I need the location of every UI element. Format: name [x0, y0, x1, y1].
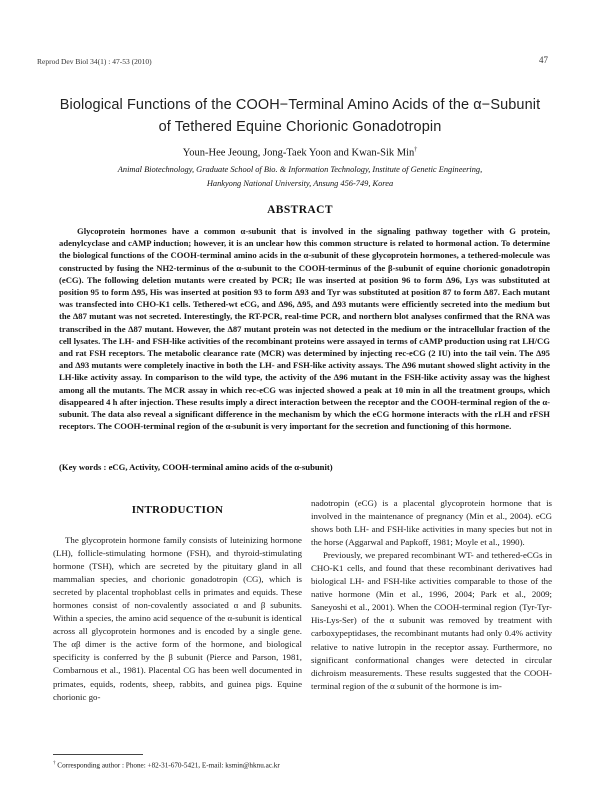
- abstract-heading: ABSTRACT: [267, 204, 333, 216]
- intro-paragraph-1-continued: nadotropin (eCG) is a placental glycoprotein hormone that is involved in the maintenance of pregnancy (Min et al., 2004). eCG shows both LH- and FSH-like activities in many species but not in the horse (Aggarwal and Papkoff, 1981; Moyle et al., 1990).: [311, 498, 552, 548]
- paper-title: [40, 94, 560, 138]
- footnote-divider: [53, 754, 143, 755]
- left-column: [53, 534, 302, 704]
- title-line-2: of Tethered Equine Chorionic Gonadotropin: [158, 119, 442, 135]
- intro-paragraph-1: The glycoprotein hormone family consists of luteinizing hormone (LH), follicle-stimulating hormone (FSH), and thyroid-stimulating hormone (TSH), which are secreted by the pituitary gland in all mammalian species, and chorionic gonadotropin (CG), which is secreted by placental trophoblast cells in primates and equids. These hormones consist of non-covalently associated α and β subunits. Within a species, the amino acid sequence of the α-subunit is identical across all glycoprotein hormones and is encoded by a single gene. The αβ dimer is the active form of the hormone, and biological specificity is conferred by the β subunit (Pierce and Parson, 1981, Combarnous et al., 1981). Placental CG has been well documented in primates, equids, rodents, sheep, rabbits, and guinea pigs. Equine chorionic go-: [53, 535, 302, 702]
- footnote-mark: †: [53, 761, 56, 766]
- introduction-heading: INTRODUCTION: [131, 504, 224, 516]
- footnote-text: Corresponding author : Phone: +82-31-670-5421, E-mail: ksmin@hknu.ac.kr: [55, 761, 280, 770]
- footnote: [53, 761, 280, 769]
- author-names: Youn-Hee Jeoung, Jong-Taek Yoon and Kwan-Sik Min: [182, 147, 415, 159]
- journal-citation: Reprod Dev Biol 34(1) : 47-53 (2010): [37, 57, 152, 66]
- keywords: (Key words : eCG, Activity, COOH-terminal amino acids of the α-subunit): [59, 462, 333, 472]
- affiliation-line-1: Animal Biotechnology, Graduate School of Bio. & Information Technology, Institute of Genetic Engineering,: [117, 165, 483, 174]
- corresponding-mark: †: [414, 147, 418, 153]
- affiliation-line-2: Hankyong National University, Ansung 456-749, Korea: [206, 178, 394, 188]
- right-column: [311, 497, 552, 693]
- intro-paragraph-2: Previously, we prepared recombinant WT- and tethered-eCGs in CHO-K1 cells, and found that these recombinant derivatives had biological LH- and FSH-like activities comparable to those of the native hormone (Min et al., 1996, 2004; Park et al., 2009; Saneyoshi et al., 2001). When the COOH-terminal region (Tyr-Tyr-His-Lys-Ser) of the α subunit was removed by treatment with carboxypeptidases, the recombinant mutants had only 0.4% activity relative to native lutropin in the receptor assay. Furthermore, no significant conformational changes were detected in circular dichroism measurements. These results suggested that the COOH-terminal region of the α subunit of the hormone is im-: [311, 550, 552, 691]
- affiliation: [0, 163, 600, 190]
- author-list: [0, 147, 600, 159]
- page-number: 47: [539, 55, 548, 65]
- abstract-body: Glycoprotein hormones have a common α-subunit that is involved in the signaling pathway together with G protein, adenylcyclase and cAMP induction; however, it is an unclear how this common structure is related to hormonal action. To determine the biological functions of the COOH-terminal amino acids in the α-subunit of these glycoprotein hormones, a tethered-molecule was constructed by fusing the NH2-terminus of the α-subunit to the COOH-terminus of the β-subunit of equine chorionic gonadotropin (eCG). The following deletion mutants were created by PCR; Ile was inserted at position 96 to form Δ96, Lys was substituted at position 95 to form Δ95, His was inserted at position 93 to form Δ93 and Tyr was substituted at position 87 to form Δ87. Each mutant was transfected into CHO-K1 cells. Tethered-wt eCG, and Δ96, Δ95, and Δ93 mutants were efficiently secreted into the medium but the Δ87 mutant was not secreted. Interestingly, the RT-PCR, real-time PCR, and northern blot analyses confirmed that the RNA was transcribed in the Δ87 mutant. However, the Δ87 mutant protein was not detected in the medium or the intracellular fraction of the cell lysates. The LH- and FSH-like activities of the recombinant proteins were assayed in terms of cAMP production using rat LH/CG and rat FSH receptors. The metabolic clearance rate (MCR) was determined by injecting rec-eCG (2 IU) into the tail vein. The Δ95 and Δ93 mutants were completely inactive in both the LH- and FSH-like activity assays. The Δ96 mutant showed slight activity in the LH-like activity assay. In comparison to the wild type, the activity of the Δ96 mutant in the FSH-like activity assay was the highest among all the mutants. The MCR assay in which rec-eCG was injected showed a peak at 10 min in all the treatment groups, which disappeared 4 h after injection. These results imply a direct interaction between the receptor and the COOH-terminal region of the α-subunit. The data also reveal a significant difference in the mechanism by which the eCG hormone interacts with the rLH and rFSH receptors. The COOH-terminal region of the α-subunit is very important for the secretion and functioning of this hormone.: [59, 226, 550, 432]
- title-line-1: Biological Functions of the COOH−Terminal Amino Acids of the α−Subunit: [59, 97, 541, 113]
